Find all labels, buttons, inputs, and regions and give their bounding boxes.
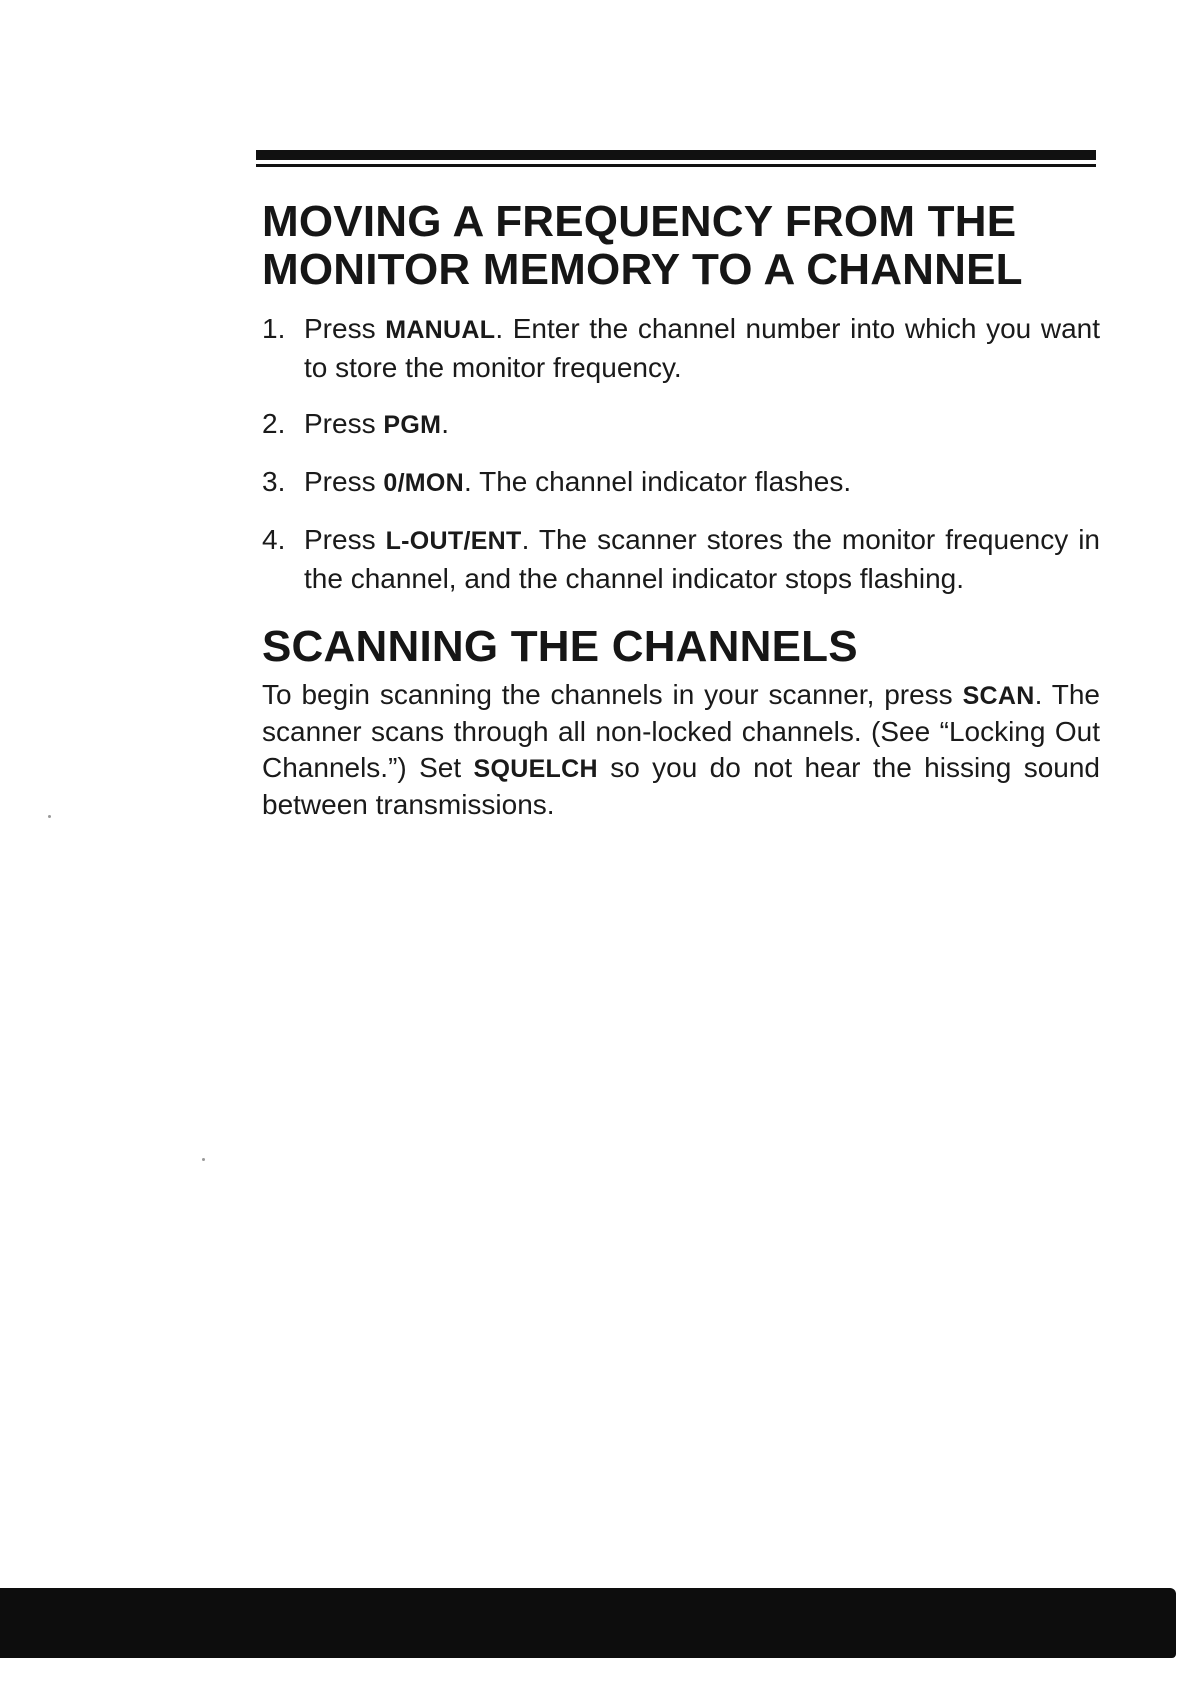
section-heading-scanning: SCANNING THE CHANNELS — [262, 622, 858, 671]
key-0-mon: 0/MON — [383, 469, 465, 497]
paragraph-text-1: To begin scanning the channels in your scanner, press — [262, 679, 963, 710]
step-number: 2. — [262, 408, 286, 439]
bottom-bleed-bar — [0, 1588, 1176, 1658]
step-2 — [262, 405, 1100, 444]
step-text-pre: Press — [304, 408, 384, 439]
paragraph-text-2: . The scanner scans through all non-locked channels. (See “Locking Out Channels.”) Set — [262, 679, 1100, 783]
steps-list — [262, 310, 1100, 597]
key-l-out-ent: L-OUT/ENT — [385, 527, 522, 555]
key-squelch: SQUELCH — [473, 755, 598, 783]
step-3 — [262, 463, 1100, 502]
step-number: 1. — [262, 313, 286, 344]
heading-line-2: MONITOR MEMORY TO A CHANNEL — [262, 245, 1023, 294]
paragraph-text-3: so you do not hear the hissing sound between transmissions. — [262, 752, 1100, 820]
step-text-post: . The scanner stores the monitor frequency in the channel, and the channel indicator stops flashing. — [304, 524, 1100, 594]
section-heading-moving-frequency — [262, 198, 1062, 294]
step-text-pre: Press — [304, 313, 386, 344]
step-1 — [262, 310, 1100, 386]
step-text-pre: Press — [304, 466, 384, 497]
scanning-paragraph — [262, 677, 1100, 823]
scan-speck — [202, 1158, 205, 1161]
step-number: 4. — [262, 524, 286, 555]
step-text-post: . Enter the channel number into which you want to store the monitor frequency. — [304, 313, 1100, 383]
top-rule-thin — [256, 164, 1096, 167]
step-number: 3. — [262, 466, 286, 497]
step-4 — [262, 521, 1100, 597]
key-scan: SCAN — [962, 682, 1035, 710]
key-pgm: PGM — [383, 411, 442, 439]
key-manual: MANUAL — [385, 316, 496, 344]
step-text-post: . The channel indicator flashes. — [464, 466, 852, 497]
heading-line-1: MOVING A FREQUENCY FROM THE — [262, 197, 1017, 246]
page-content — [262, 198, 1100, 823]
step-text-post: . — [441, 408, 449, 439]
scan-speck — [48, 815, 51, 818]
step-text-pre: Press — [304, 524, 386, 555]
top-rule-thick — [256, 150, 1096, 160]
